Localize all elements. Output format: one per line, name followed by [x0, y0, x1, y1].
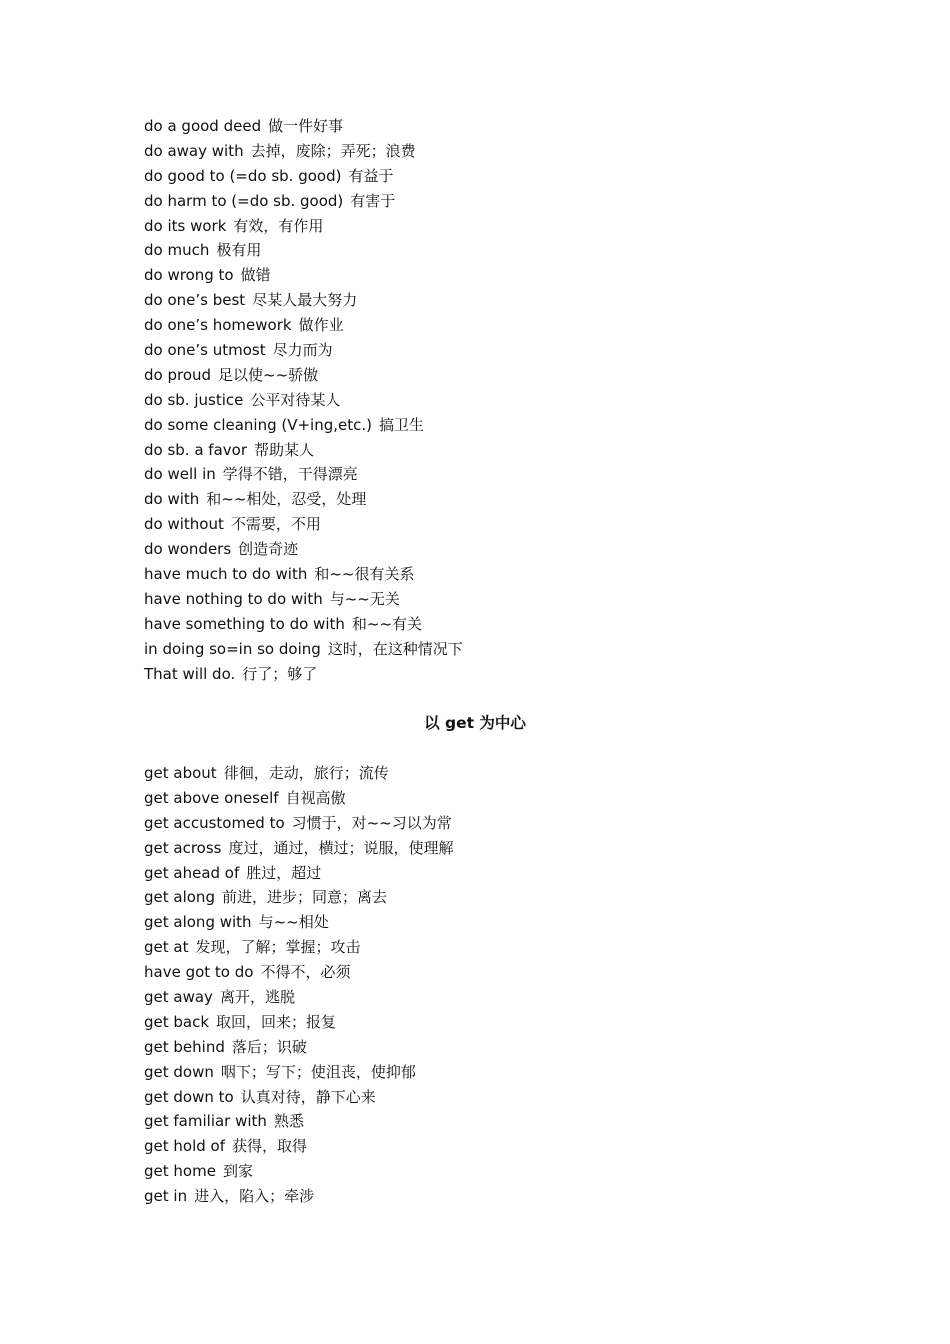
phrase-entry — [144, 487, 844, 512]
phrase-text: That will do. — [144, 664, 236, 683]
phrase-meaning: 和~~相处，忍受，处理 — [206, 490, 367, 509]
phrase-text: get across — [144, 838, 222, 857]
phrase-entry — [144, 114, 844, 139]
phrase-entry — [144, 388, 844, 413]
phrase-entry — [144, 313, 844, 338]
phrase-text: in doing so=in so doing — [144, 639, 321, 658]
phrase-entry — [144, 1184, 844, 1209]
phrase-entry — [144, 1134, 844, 1159]
phrase-meaning: 极有用 — [216, 241, 262, 260]
phrase-meaning: 自视高傲 — [285, 788, 346, 807]
phrase-text: get in — [144, 1187, 188, 1206]
phrase-meaning: 做一件好事 — [268, 117, 344, 135]
phrase-meaning: 这时，在这种情况下 — [327, 639, 463, 658]
phrase-text: get behind — [144, 1037, 225, 1056]
phrase-entry — [144, 637, 844, 662]
phrase-meaning: 尽某人最大努力 — [252, 291, 358, 310]
phrase-meaning: 创造奇迹 — [238, 540, 299, 559]
phrase-meaning: 有效，有作用 — [233, 216, 324, 235]
phrase-entry — [144, 562, 844, 587]
phrase-entry — [144, 263, 844, 288]
phrase-meaning: 和~~很有关系 — [314, 565, 415, 584]
phrase-entry — [144, 1109, 844, 1134]
phrase-entry — [144, 985, 844, 1010]
phrase-meaning: 认真对待，静下心来 — [240, 1087, 376, 1106]
phrase-entry — [144, 438, 844, 463]
phrase-entry — [144, 587, 844, 612]
phrase-entry — [144, 139, 844, 164]
phrase-entry — [144, 537, 844, 562]
phrase-text: do sb. justice — [144, 390, 244, 409]
phrase-text: do well in — [144, 465, 216, 484]
phrase-entry — [144, 363, 844, 388]
phrase-text: get at — [144, 938, 189, 957]
phrase-meaning: 帮助某人 — [254, 440, 315, 459]
phrase-meaning: 行了；够了 — [242, 664, 318, 683]
phrase-text: get about — [144, 764, 217, 782]
phrase-text: get hold of — [144, 1137, 225, 1156]
phrase-meaning: 搞卫生 — [379, 415, 425, 434]
phrase-meaning: 和~~有关 — [351, 614, 423, 633]
phrase-text: do a good deed — [144, 117, 262, 135]
section-heading-get: 以 get 为中心 — [424, 714, 526, 732]
phrase-entry — [144, 1010, 844, 1035]
phrase-text: do one’s homework — [144, 316, 292, 335]
phrase-meaning: 前进，进步；同意；离去 — [221, 888, 387, 907]
phrase-entry — [144, 761, 844, 786]
phrase-meaning: 胜过，超过 — [246, 863, 322, 882]
phrase-text: do wonders — [144, 540, 232, 559]
phrase-meaning: 做错 — [240, 266, 271, 285]
phrase-text: do good to (=do sb. good) — [144, 166, 342, 185]
phrase-entry — [144, 1035, 844, 1060]
phrase-entry — [144, 612, 844, 637]
phrase-text: do with — [144, 490, 200, 509]
phrase-meaning: 有害于 — [350, 191, 396, 210]
phrase-text: do one’s utmost — [144, 341, 266, 360]
phrase-text: do wrong to — [144, 266, 234, 285]
phrase-text: get ahead of — [144, 863, 240, 882]
phrase-entry — [144, 189, 844, 214]
phrase-text: have got to do — [144, 963, 254, 982]
phrase-entry — [144, 836, 844, 861]
do-phrase-list — [144, 114, 844, 686]
phrase-meaning: 不需要，不用 — [230, 515, 321, 534]
phrase-entry — [144, 935, 844, 960]
phrase-meaning: 熟悉 — [273, 1112, 304, 1131]
phrase-text: have much to do with — [144, 565, 308, 584]
phrase-text: have something to do with — [144, 614, 345, 633]
phrase-meaning: 尽力而为 — [272, 341, 333, 360]
phrase-entry — [144, 338, 844, 363]
phrase-text: do sb. a favor — [144, 440, 247, 459]
phrase-meaning: 落后；识破 — [231, 1037, 307, 1056]
phrase-entry — [144, 1060, 844, 1085]
phrase-entry — [144, 885, 844, 910]
phrase-text: do away with — [144, 141, 244, 160]
phrase-entry — [144, 861, 844, 886]
phrase-text: have nothing to do with — [144, 589, 323, 608]
phrase-entry — [144, 786, 844, 811]
phrase-text: do harm to (=do sb. good) — [144, 191, 344, 210]
phrase-text: do much — [144, 241, 210, 260]
phrase-entry — [144, 238, 844, 263]
phrase-entry — [144, 811, 844, 836]
phrase-text: get above oneself — [144, 788, 279, 807]
phrase-meaning: 度过，通过，横过；说服，使理解 — [228, 838, 454, 857]
phrase-text: get down to — [144, 1087, 234, 1106]
phrase-entry — [144, 288, 844, 313]
phrase-text: get familiar with — [144, 1112, 267, 1131]
phrase-entry — [144, 1159, 844, 1184]
phrase-meaning: 到家 — [222, 1162, 253, 1181]
phrase-entry — [144, 910, 844, 935]
phrase-meaning: 不得不，必须 — [260, 963, 351, 982]
phrase-text: do without — [144, 515, 224, 534]
phrase-text: get along with — [144, 913, 252, 932]
phrase-entry — [144, 214, 844, 239]
phrase-entry — [144, 462, 844, 487]
phrase-meaning: 徘徊，走动，旅行；流传 — [223, 764, 389, 782]
phrase-entry — [144, 164, 844, 189]
phrase-entry — [144, 512, 844, 537]
phrase-meaning: 离开，逃脱 — [219, 988, 295, 1007]
phrase-entry — [144, 662, 844, 687]
phrase-text: do one’s best — [144, 291, 246, 310]
phrase-meaning: 足以使~~骄傲 — [218, 365, 319, 384]
phrase-entry — [144, 960, 844, 985]
phrase-meaning: 公平对待某人 — [250, 390, 341, 409]
phrase-entry — [144, 1085, 844, 1110]
phrase-meaning: 习惯于，对~~习以为常 — [291, 813, 452, 832]
phrase-meaning: 取回，回来；报复 — [216, 1012, 337, 1031]
phrase-text: get home — [144, 1162, 216, 1181]
phrase-meaning: 咽下；写下；使沮丧，使抑郁 — [220, 1062, 416, 1081]
phrase-meaning: 有益于 — [348, 166, 394, 185]
phrase-text: get back — [144, 1012, 210, 1031]
phrase-meaning: 与~~无关 — [329, 589, 400, 608]
phrase-meaning: 做作业 — [298, 316, 344, 335]
phrase-entry — [144, 413, 844, 438]
phrase-meaning: 学得不错，干得漂亮 — [222, 465, 358, 484]
phrase-meaning: 进入，陷入；牵涉 — [194, 1187, 315, 1206]
phrase-text: get along — [144, 888, 215, 907]
phrase-meaning: 去掉，废除；弄死；浪费 — [250, 141, 416, 160]
phrase-text: do its work — [144, 216, 227, 235]
phrase-text: do proud — [144, 365, 212, 384]
phrase-meaning: 与~~相处 — [258, 913, 329, 932]
phrase-text: get accustomed to — [144, 813, 285, 832]
phrase-meaning: 发现，了解；掌握；攻击 — [195, 938, 361, 957]
get-phrase-list — [144, 761, 844, 1209]
phrase-meaning: 获得，取得 — [232, 1137, 308, 1156]
phrase-text: do some cleaning (V+ing,etc.) — [144, 415, 372, 434]
phrase-text: get down — [144, 1062, 214, 1081]
phrase-text: get away — [144, 988, 213, 1007]
